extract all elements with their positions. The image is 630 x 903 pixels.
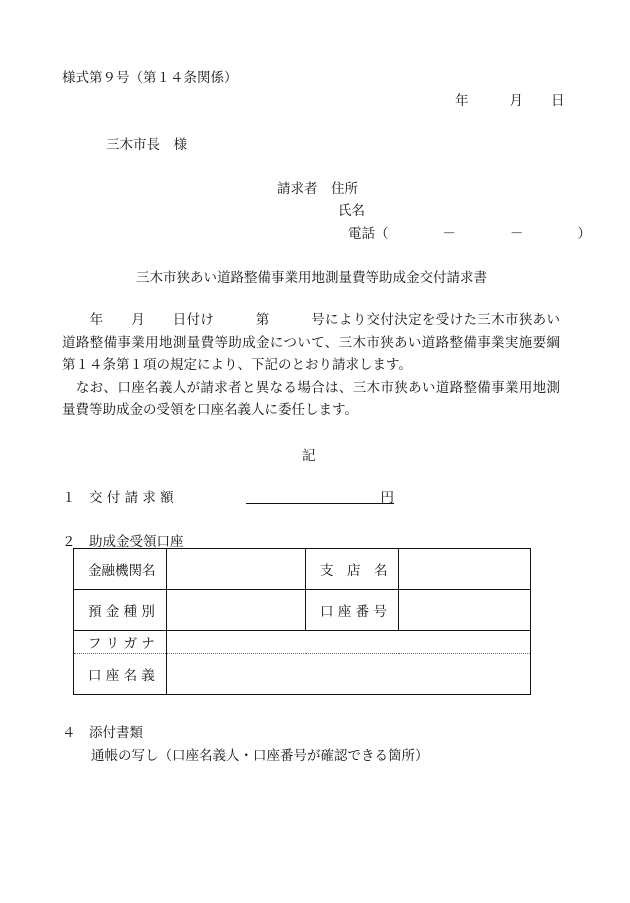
date-day: 日 bbox=[551, 93, 565, 109]
item2-label: ２ 助成金受領口座 bbox=[62, 534, 184, 550]
bank-field[interactable] bbox=[167, 549, 306, 590]
table-row bbox=[74, 549, 531, 590]
requester-phone-label: 電話（ － － ） bbox=[348, 226, 591, 242]
account-number-field[interactable] bbox=[399, 590, 531, 631]
table-row bbox=[74, 654, 531, 695]
account-type-field[interactable] bbox=[167, 590, 306, 631]
table-row bbox=[74, 631, 531, 654]
table-row bbox=[74, 590, 531, 631]
date-line bbox=[455, 89, 565, 109]
date-month: 月 bbox=[509, 93, 523, 109]
requester-name-label: 氏名 bbox=[338, 203, 365, 219]
item1-label: １ 交 付 請 求 額 bbox=[62, 490, 174, 506]
amount-unit: 円 bbox=[380, 490, 394, 506]
account-type-label: 預 金 種 別 bbox=[74, 590, 167, 631]
body-text bbox=[62, 309, 560, 422]
requester-address-label: 請求者 住所 bbox=[277, 181, 358, 197]
form-number: 様式第９号（第１４条関係） bbox=[62, 70, 238, 86]
body-paragraph-2: なお、口座名義人が請求者と異なる場合は、三木市狭あい道路整備事業用地測量費等助成金の受領を口座名義人に委任します。 bbox=[62, 379, 560, 418]
body-paragraph-1: 年 月 日付け 第 号により交付決定を受けた三木市狭あい道路整備事業用地測量費等助成金について、三木市狭あい道路整備事業実施要綱第１４条第１項の規定により、下記のとおり請求します。 bbox=[62, 312, 560, 373]
item4-sub: 通帳の写し（口座名義人・口座番号が確認できる箇所） bbox=[91, 748, 429, 764]
addressee: 三木市長 様 bbox=[106, 137, 187, 153]
account-table bbox=[73, 548, 531, 695]
furigana-label: フ リ ガ ナ bbox=[74, 631, 167, 654]
branch-field[interactable] bbox=[399, 549, 531, 590]
account-number-label: 口 座 番 号 bbox=[306, 590, 399, 631]
item4-label: ４ 添付書類 bbox=[62, 725, 143, 741]
holder-label: 口 座 名 義 bbox=[74, 654, 167, 695]
ki-heading: 記 bbox=[302, 448, 316, 464]
document-title: 三木市狭あい道路整備事業用地測量費等助成金交付請求書 bbox=[136, 270, 487, 286]
furigana-field[interactable] bbox=[167, 631, 531, 654]
amount-field[interactable] bbox=[246, 486, 394, 504]
bank-label: 金融機関名 bbox=[74, 549, 167, 590]
branch-label: 支 店 名 bbox=[306, 549, 399, 590]
date-year: 年 bbox=[455, 93, 469, 109]
holder-field[interactable] bbox=[167, 654, 531, 695]
